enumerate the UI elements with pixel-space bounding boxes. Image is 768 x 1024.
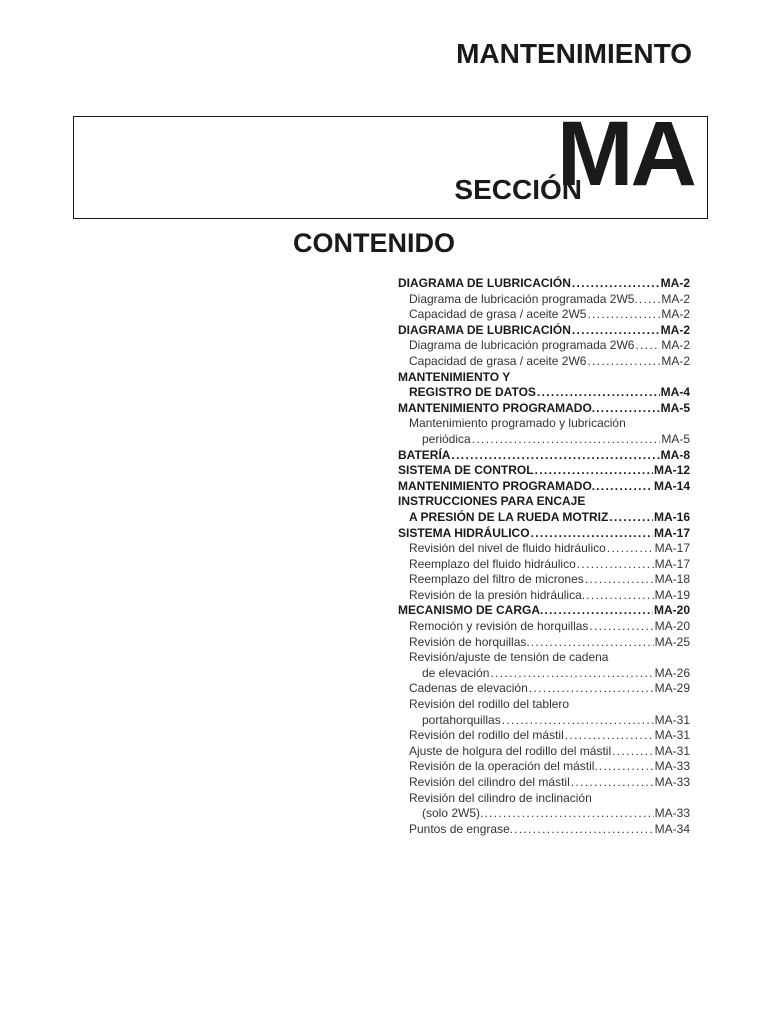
toc-entry (398, 791, 690, 807)
toc-entry-label: Revisión del cilindro de inclinación (409, 790, 592, 805)
toc-entry-label: DIAGRAMA DE LUBRICACIÓN (398, 276, 571, 290)
toc-entry-page: MA-2 (661, 307, 690, 322)
toc-entry (398, 354, 690, 370)
toc-entry (398, 666, 690, 682)
toc-entry-page: MA-17 (654, 541, 690, 556)
toc-entry (398, 416, 690, 432)
toc-entry-label: SISTEMA DE CONTROL (398, 463, 534, 478)
toc-entry-label: MANTENIMIENTO PROGRAMADO. (398, 400, 596, 415)
toc-entry-label: Revisión del cilindro del mástil (409, 775, 570, 789)
toc-dot-leader (472, 432, 661, 448)
toc-dot-leader (565, 728, 654, 744)
toc-entry-label: MANTENIMIENTO PROGRAMADO. (398, 478, 596, 493)
toc-entry (398, 510, 690, 526)
toc-entry-page: MA-12 (653, 463, 690, 478)
toc-dot-leader (635, 338, 660, 354)
toc-entry-page: MA-8 (660, 447, 690, 462)
toc-entry (398, 806, 690, 822)
toc-entry-page: MA-33 (654, 759, 690, 774)
section-label: SECCIÓN (454, 174, 582, 205)
toc-entry-page: MA-2 (660, 276, 690, 290)
toc-dot-leader (531, 635, 654, 651)
toc-dot-leader (607, 541, 654, 557)
toc-entry (398, 588, 690, 604)
toc-entry-label: Reemplazo del fluido hidráulico (409, 556, 576, 571)
toc-entry (398, 697, 690, 713)
table-of-contents (398, 276, 690, 837)
toc-entry-label: MECANISMO DE CARGA. (398, 603, 544, 618)
toc-entry-label: (solo 2W5). (422, 806, 484, 821)
toc-entry-label: Puntos de engrase. (409, 821, 514, 836)
toc-entry (398, 292, 690, 308)
section-code: MA (556, 103, 694, 205)
toc-entry-label: de elevación (422, 665, 490, 680)
toc-entry-page: MA-5 (660, 400, 690, 415)
toc-entry-page: MA-29 (654, 681, 690, 696)
toc-entry-label: Cadenas de elevación (409, 681, 528, 696)
toc-entry-label: Reemplazo del filtro de micrones (409, 572, 584, 587)
toc-entry (398, 494, 690, 510)
toc-entry-page: MA-2 (661, 291, 690, 306)
toc-entry-page: MA-33 (654, 775, 690, 789)
toc-dot-leader (612, 744, 654, 760)
toc-dot-leader (490, 666, 653, 682)
toc-dot-leader (587, 354, 660, 370)
toc-entry-label: A PRESIÓN DE LA RUEDA MOTRIZ (409, 509, 609, 524)
toc-dot-leader (596, 479, 653, 495)
toc-entry (398, 323, 690, 339)
toc-dot-leader (577, 557, 654, 573)
toc-entry-label: Diagrama de lubricación programada 2W5. (409, 291, 638, 306)
toc-entry-page: MA-34 (654, 821, 690, 836)
toc-entry (398, 401, 690, 417)
toc-entry-label: Diagrama de lubricación programada 2W6 (409, 338, 635, 353)
toc-entry (398, 526, 690, 542)
toc-entry-label: Revisión del nivel de fluido hidráulico (409, 541, 606, 556)
toc-entry-page: MA-20 (654, 619, 690, 634)
toc-entry-label: Capacidad de grasa / aceite 2W6 (409, 353, 587, 368)
toc-dot-leader (529, 681, 654, 697)
toc-dot-leader (589, 619, 653, 635)
toc-dot-leader (599, 759, 654, 775)
toc-entry-label: periódica (422, 431, 471, 446)
toc-dot-leader (609, 510, 653, 526)
toc-entry (398, 728, 690, 744)
toc-entry-page: MA-2 (660, 322, 690, 337)
toc-entry-page: MA-33 (654, 806, 690, 821)
toc-entry (398, 650, 690, 666)
toc-entry-label: Revisión/ajuste de tensión de cadena (409, 650, 609, 665)
toc-entry-label: BATERÍA (398, 447, 451, 462)
toc-entry (398, 448, 690, 464)
toc-dot-leader (571, 775, 654, 791)
toc-entry-page: MA-16 (653, 509, 690, 524)
toc-entry (398, 541, 690, 557)
toc-entry-page: MA-31 (654, 712, 690, 727)
toc-entry-label: INSTRUCCIONES PARA ENCAJE (398, 494, 586, 509)
toc-entry (398, 370, 690, 386)
toc-dot-leader (586, 588, 654, 604)
toc-entry-page: MA-31 (654, 743, 690, 758)
toc-entry (398, 681, 690, 697)
toc-entry-label: Mantenimiento programado y lubricación (409, 416, 626, 431)
toc-entry-label: Remoción y revisión de horquillas (409, 619, 589, 634)
toc-entry-page: MA-19 (654, 587, 690, 602)
toc-entry (398, 557, 690, 573)
toc-entry (398, 307, 690, 323)
contents-heading: CONTENIDO (293, 228, 455, 258)
toc-entry (398, 276, 690, 292)
toc-dot-leader (587, 307, 660, 323)
toc-entry-page: MA-4 (660, 385, 690, 400)
toc-entry (398, 759, 690, 775)
toc-entry (398, 775, 690, 791)
toc-entry-page: MA-20 (653, 603, 690, 618)
toc-dot-leader (585, 572, 654, 588)
toc-entry-page: MA-14 (653, 478, 690, 493)
toc-entry (398, 385, 690, 401)
toc-entry-label: REGISTRO DE DATOS (409, 385, 536, 400)
toc-entry-label: Revisión de horquillas. (409, 634, 530, 649)
toc-entry-label: Capacidad de grasa / aceite 2W5 (409, 307, 587, 322)
toc-entry-page: MA-18 (654, 572, 690, 587)
toc-entry-label: Revisión del rodillo del tablero (409, 697, 570, 712)
toc-entry (398, 479, 690, 495)
toc-entry-page: MA-31 (654, 728, 690, 743)
toc-entry-label: MANTENIMIENTO Y (398, 369, 511, 384)
toc-dot-leader (572, 276, 660, 292)
toc-dot-leader (531, 526, 653, 542)
toc-dot-leader (514, 822, 654, 838)
toc-entry-label: Revisión del rodillo del mástil (409, 728, 564, 743)
toc-entry-label: DIAGRAMA DE LUBRICACIÓN (398, 322, 571, 337)
toc-entry-page: MA-25 (654, 634, 690, 649)
toc-dot-leader (537, 385, 660, 401)
toc-entry (398, 432, 690, 448)
toc-entry (398, 619, 690, 635)
toc-entry-page: MA-17 (654, 556, 690, 571)
toc-entry-label: Revisión de la operación del mástil. (409, 759, 598, 774)
toc-dot-leader (572, 323, 660, 339)
toc-entry (398, 822, 690, 838)
toc-entry (398, 572, 690, 588)
toc-entry-label: portahorquillas (422, 712, 501, 727)
toc-entry-label: SISTEMA HIDRÁULICO (398, 525, 530, 540)
toc-dot-leader (544, 603, 653, 619)
toc-dot-leader (639, 292, 661, 308)
toc-dot-leader (484, 806, 653, 822)
toc-dot-leader (596, 401, 660, 417)
toc-entry (398, 635, 690, 651)
toc-entry-page: MA-5 (661, 431, 690, 446)
toc-entry (398, 603, 690, 619)
toc-dot-leader (451, 448, 659, 464)
toc-dot-leader (535, 463, 653, 479)
toc-entry-page: MA-2 (661, 338, 690, 353)
toc-entry-page: MA-26 (654, 665, 690, 680)
toc-entry (398, 713, 690, 729)
toc-dot-leader (502, 713, 654, 729)
toc-entry-label: Revisión de la presión hidráulica. (409, 587, 586, 602)
toc-entry-page: MA-17 (653, 525, 690, 540)
toc-entry (398, 338, 690, 354)
toc-entry (398, 744, 690, 760)
toc-entry-page: MA-2 (661, 353, 690, 368)
toc-entry-label: Ajuste de holgura del rodillo del mástil (409, 743, 612, 758)
document-header-title: MANTENIMIENTO (456, 38, 692, 69)
toc-entry (398, 463, 690, 479)
